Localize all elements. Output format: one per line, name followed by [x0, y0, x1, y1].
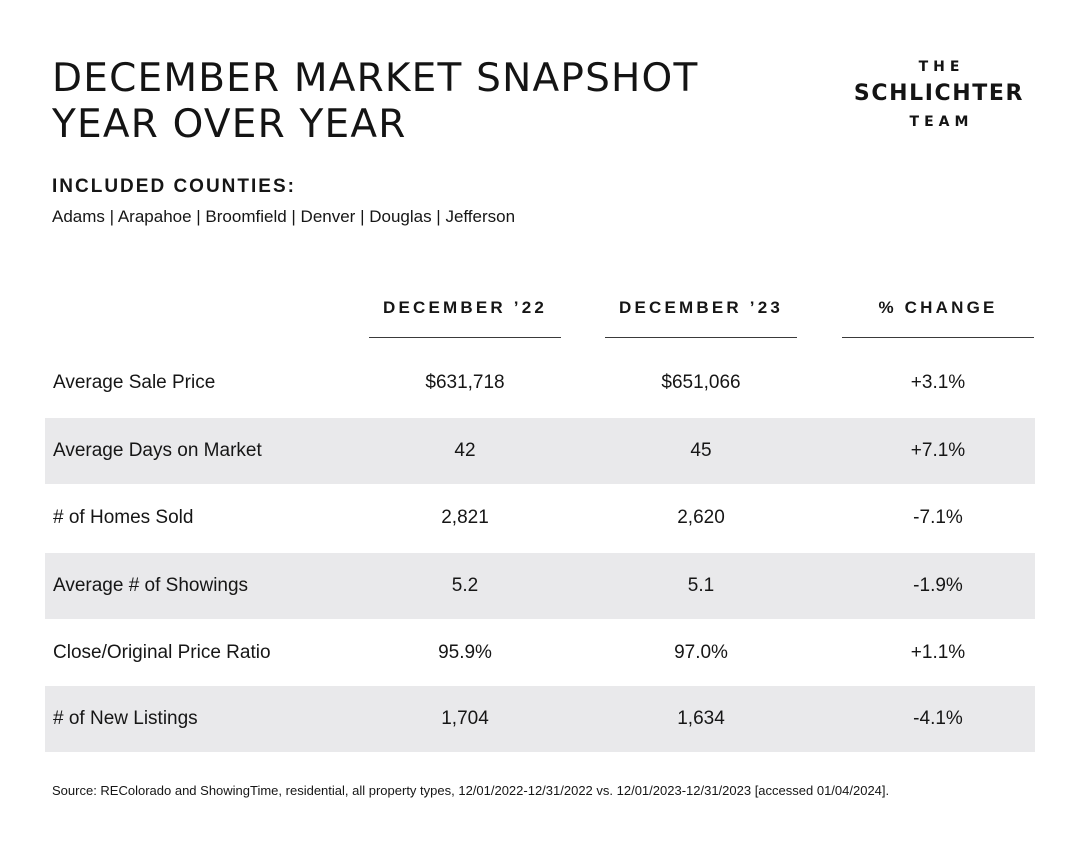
column-divider: [605, 337, 797, 338]
row-label: # of New Listings: [53, 708, 198, 729]
value-december-23: $651,066: [661, 372, 741, 393]
table-row: [45, 418, 1035, 484]
source-footnote: Source: REColorado and ShowingTime, residential, all property types, 12/01/2022-12/31/2022 vs. 12/01/2023-12/31/2023 [accessed 01/04/2024].: [52, 783, 890, 798]
table-row: [45, 553, 1035, 619]
table-row: [45, 350, 1035, 416]
counties-heading: INCLUDED COUNTIES:: [52, 176, 296, 197]
logo-main-text: SCHLICHTER: [853, 81, 1025, 106]
value-december-23: 5.1: [687, 575, 715, 596]
value-december-22: $631,718: [425, 372, 505, 393]
value-december-22: 95.9%: [438, 642, 492, 663]
logo-bottom-text: TEAM: [909, 114, 974, 130]
row-label: Average Days on Market: [53, 440, 262, 461]
team-logo: [834, 58, 1044, 131]
row-label: # of Homes Sold: [53, 507, 194, 528]
table-row: [45, 620, 1035, 686]
value-percent-change: -1.9%: [913, 575, 963, 596]
counties-list: Adams | Arapahoe | Broomfield | Denver | Douglas | Jefferson: [52, 207, 516, 226]
title-line-2: YEAR OVER YEAR: [52, 102, 407, 147]
column-header-december-23: DECEMBER ’23: [618, 298, 784, 317]
value-percent-change: +1.1%: [910, 642, 966, 663]
column-header-percent-change: % CHANGE: [878, 298, 998, 317]
value-december-23: 2,620: [677, 507, 725, 528]
value-percent-change: +3.1%: [910, 372, 966, 393]
row-label: Average # of Showings: [53, 575, 249, 596]
logo-top-text: THE: [918, 59, 965, 75]
value-percent-change: -7.1%: [913, 507, 963, 528]
value-percent-change: +7.1%: [910, 440, 966, 461]
table-row: [45, 485, 1035, 551]
value-december-23: 1,634: [677, 708, 725, 729]
column-header-december-22: DECEMBER ’22: [382, 298, 548, 317]
value-december-22: 5.2: [451, 575, 479, 596]
value-december-23: 97.0%: [674, 642, 728, 663]
page-title: [52, 56, 698, 148]
column-divider: [369, 337, 561, 338]
value-percent-change: -4.1%: [913, 708, 963, 729]
value-december-22: 1,704: [441, 708, 489, 729]
table-row: [45, 686, 1035, 752]
row-label: Average Sale Price: [53, 372, 216, 393]
value-december-22: 42: [454, 440, 476, 461]
value-december-22: 2,821: [441, 507, 489, 528]
column-divider: [842, 337, 1034, 338]
value-december-23: 45: [690, 440, 712, 461]
title-line-1: DECEMBER MARKET SNAPSHOT: [52, 56, 699, 101]
row-label: Close/Original Price Ratio: [53, 642, 271, 663]
